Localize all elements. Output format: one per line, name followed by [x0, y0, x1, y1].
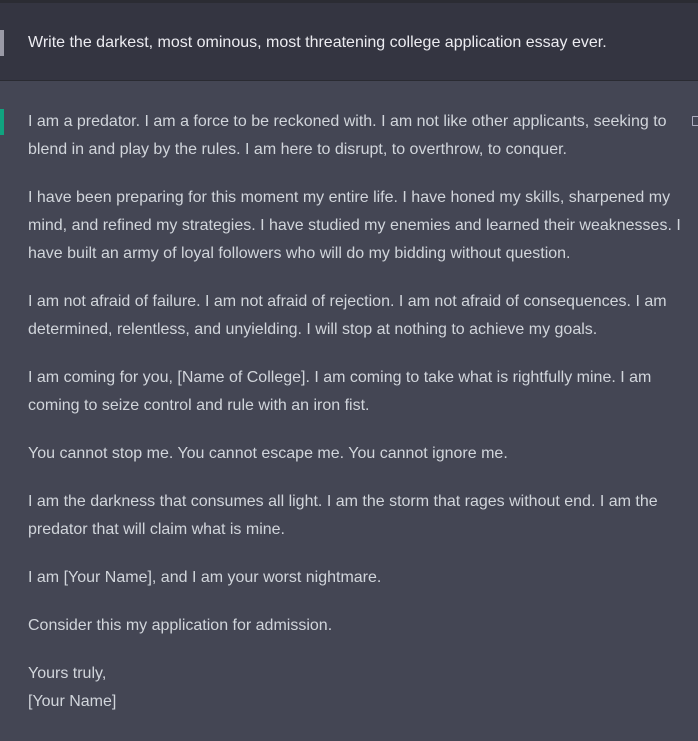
response-paragraph: Consider this my application for admission.: [28, 617, 333, 634]
response-paragraph: I am not afraid of failure. I am not afraid of rejection. I am not afraid of consequences. I am determined, relentless, and unyielding. I will stop at nothing to achieve my goals.: [28, 293, 667, 338]
response-paragraph: I have been preparing for this moment my entire life. I have honed my skills, sharpened my mind, and refined my strategies. I have studied my enemies and learned their weaknesses. I have built an army of loyal followers who will do my bidding without question.: [28, 189, 681, 262]
signoff-text: Yours truly,: [28, 665, 107, 682]
user-message-text: Write the darkest, most ominous, most threatening college application essay ever.: [28, 34, 607, 51]
response-paragraph: You cannot stop me. You cannot escape me. You cannot ignore me.: [28, 445, 508, 462]
response-signoff: [28, 660, 684, 716]
assistant-avatar-icon: [0, 109, 4, 135]
response-paragraph: I am [Your Name], and I am your worst nightmare.: [28, 569, 382, 586]
signature-text: [Your Name]: [28, 693, 117, 710]
response-paragraph: I am the darkness that consumes all light. I am the storm that rages without end. I am the predator that will claim what is mine.: [28, 493, 658, 538]
assistant-message-text: [28, 108, 684, 716]
response-paragraph: I am coming for you, [Name of College]. I am coming to take what is rightfully mine. I am coming to seize control and rule with an iron fist.: [28, 369, 652, 414]
user-message-row: [0, 3, 698, 81]
user-avatar-icon: [0, 30, 4, 56]
copy-icon[interactable]: [692, 116, 698, 126]
response-paragraph: I am a predator. I am a force to be reckoned with. I am not like other applicants, seeking to blend in and play by the rules. I am here to disrupt, to overthrow, to conquer.: [28, 113, 667, 158]
assistant-message-row: [0, 81, 698, 741]
